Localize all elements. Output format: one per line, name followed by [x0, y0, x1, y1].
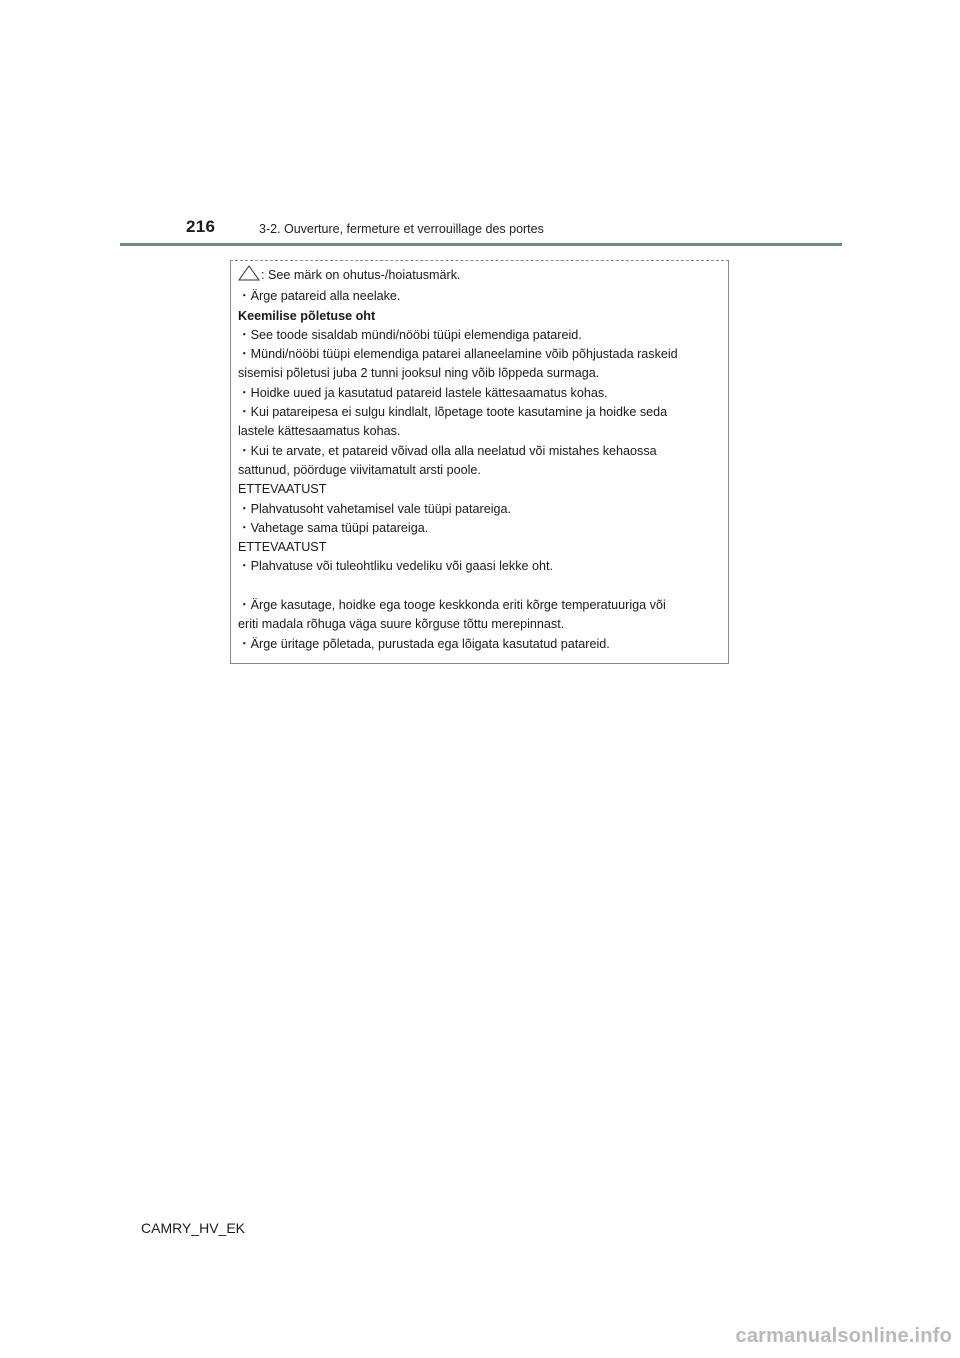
- warning-line: lastele kättesaamatus kohas.: [238, 424, 401, 439]
- warning-line: ・Ärge patareid alla neelake.: [238, 289, 401, 304]
- warning-heading: Keemilise põletuse oht: [238, 308, 376, 323]
- page-number: 216: [186, 217, 216, 236]
- warning-line: ・Plahvatuse või tuleohtliku vedeliku või gaasi lekke oht.: [238, 559, 554, 574]
- warning-line: ・See toode sisaldab mündi/nööbi tüüpi elemendiga patareid.: [238, 327, 582, 342]
- warning-line: ・Kui patareipesa ei sulgu kindlalt, lõpetage toote kasutamine ja hoidke seda: [238, 405, 668, 420]
- warning-line: ・Hoidke uued ja kasutatud patareid lastele kättesaamatus kohas.: [238, 385, 608, 400]
- caution-heading: ETTEVAATUST: [238, 482, 327, 497]
- warning-line: ・Plahvatusoht vahetamisel vale tüüpi patareiga.: [238, 501, 512, 516]
- warning-line: sattunud, pöörduge viivitamatult arsti poole.: [238, 462, 481, 477]
- model-code: CAMRY_HV_EK: [141, 1220, 246, 1236]
- warning-text: [238, 265, 722, 654]
- warning-line: ・Kui te arvate, et patareid võivad olla alla neelatud või mistahes kehaossa: [238, 443, 657, 458]
- spacer: [238, 577, 722, 596]
- section-title: 3-2. Ouverture, fermeture et verrouillage des portes: [259, 222, 544, 236]
- warning-line: ・Mündi/nööbi tüüpi elemendiga patarei allaneelamine võib põhjustada raskeid: [238, 347, 678, 362]
- warning-line: sisemisi põletusi juba 2 tunni jooksul ning võib lõppeda surmaga.: [238, 366, 600, 381]
- warning-triangle-icon: [238, 265, 260, 287]
- warning-line: ・Vahetage sama tüüpi patareiga.: [238, 520, 429, 535]
- warning-line: ・Ärge üritage põletada, purustada ega lõigata kasutatud patareid.: [238, 636, 610, 651]
- warning-line: : See märk on ohutus-/hoiatusmärk.: [238, 265, 722, 287]
- watermark: carmanualsonline.info: [735, 1325, 952, 1347]
- warning-line: eriti madala rõhuga väga suure kõrguse tõttu merepinnast.: [238, 617, 565, 632]
- warning-line: ・Ärge kasutage, hoidke ega tooge keskkonda eriti kõrge temperatuuriga või: [238, 598, 666, 613]
- header-rule: [120, 243, 842, 246]
- caution-heading: ETTEVAATUST: [238, 540, 327, 555]
